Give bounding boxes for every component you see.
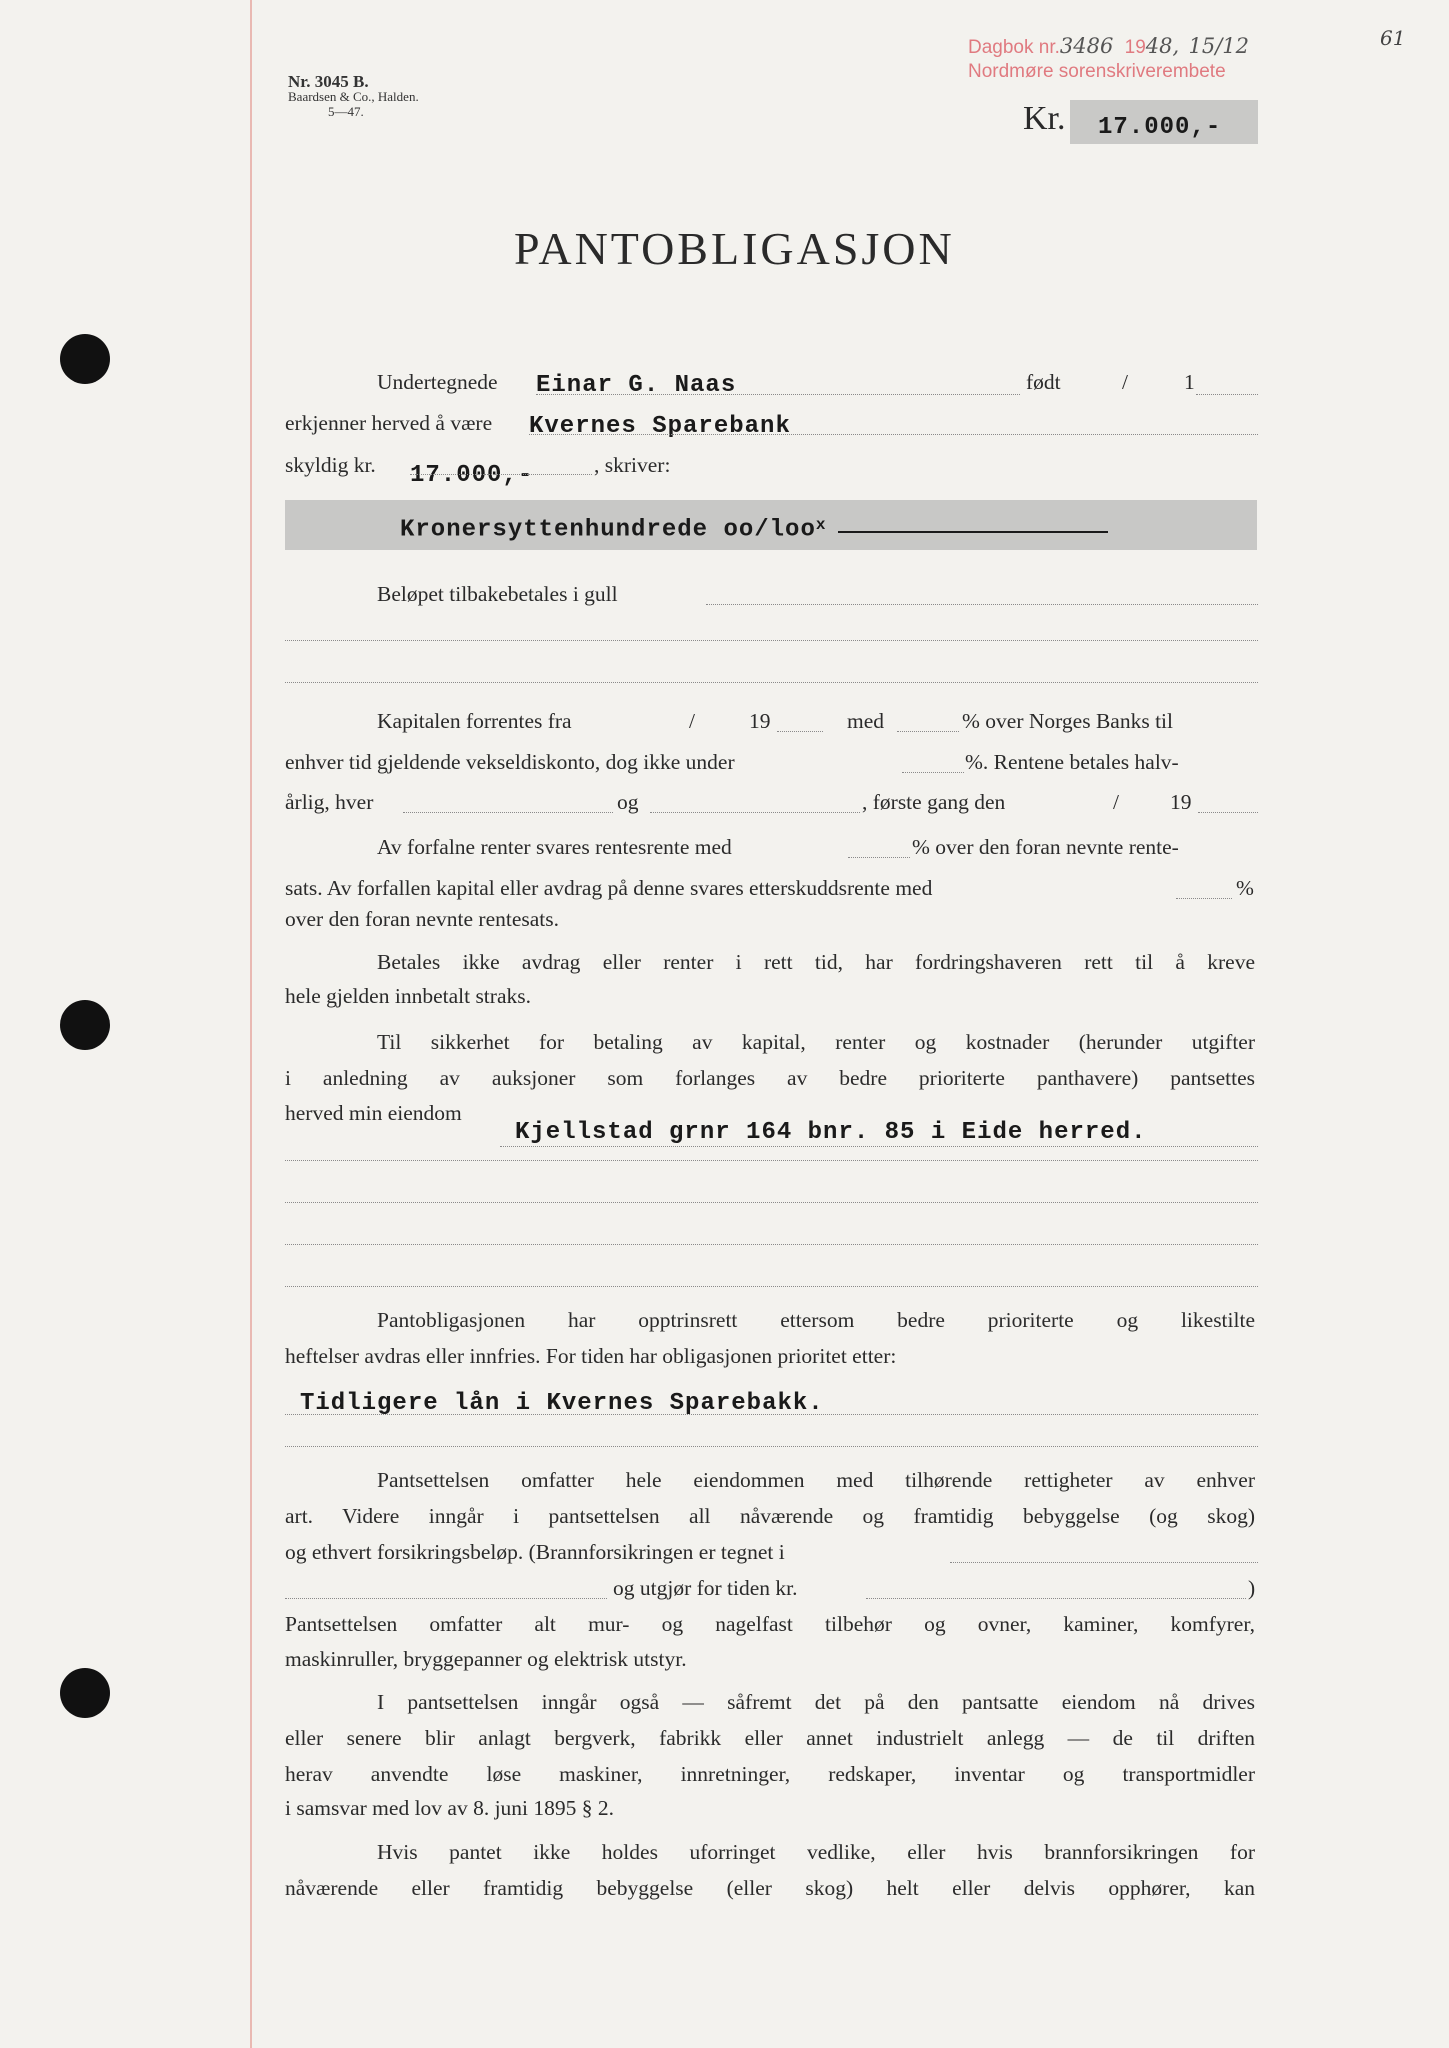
punch-hole-middle [60,1000,110,1050]
insurance-close-paren: ) [1248,1576,1256,1600]
security-clause-line-1: Til sikkerhet for betaling av kapital, renter og kostnader (herunder utgifter [377,1030,1255,1054]
interest-from-year: 19 [749,709,771,733]
scope-clause-line-2: art. Videre inngår i pantsettelsen all nåværende og framtidig bebyggelse (og skog) [285,1504,1255,1528]
late-interest-label: sats. Av forfallen kapital eller avdrag på denne svares etterskuddsrente med [285,876,933,900]
stamp-journal-number: 3486 [1059,34,1114,58]
amount-label: Kr. [1023,100,1066,137]
default-clause-line-2: hele gjelden innbetalt straks. [285,984,531,1008]
interest-halfyear-label: %. Rentene betales halv- [965,750,1179,774]
stamp-journal-label: Dagbok nr. [968,37,1060,58]
penalty-interest-label: Av forfalne renter svares rentesrente med [377,835,732,859]
fixtures-line-2: maskinruller, bryggepanner og elektrisk utstyr. [285,1647,687,1671]
prior-encumbrance: Tidligere lån i Kvernes Sparebakk. [300,1390,824,1417]
debt-amount: 17.000,- [410,462,534,489]
creditor-label: erkjenner herved å være [285,411,493,435]
debtor-dotted-line [536,394,1020,395]
interest-first-label: , første gang den [862,790,1006,814]
form-number: Nr. 3045 B. [288,72,369,91]
blank-line-2 [285,682,1258,683]
interest-from-sep: / [689,709,695,733]
gold-clause-label: Beløpet tilbakebetales i gull [377,582,618,606]
red-margin-line [250,0,252,2048]
interest-rate-dots [897,731,959,732]
stamp-date: 15/12 [1188,34,1249,58]
insurance-company-dots [950,1562,1258,1563]
printer-imprint [288,74,419,119]
industrial-clause-line-3: herav anvendte løse maskiner, innretninger, redskaper, inventar og transportmidler [285,1762,1255,1786]
stamp-year: 48, [1145,34,1180,58]
printer-name: Baardsen & Co., Halden. [288,89,419,104]
gold-dotted-line [706,604,1258,605]
interest-min-dots [902,772,964,773]
insurance-label: og ethvert forsikringsbeløp. (Brannforsikringen er tegnet i [285,1540,785,1564]
maintenance-clause-line-1: Hvis pantet ikke holdes uforringet vedlike, eller hvis brannforsikringen for [377,1840,1255,1864]
interest-with-label: med [847,709,885,733]
property-label: herved min eiendom [285,1101,462,1125]
debtor-name: Einar G. Naas [536,372,737,399]
interest-first-year: 19 [1170,790,1192,814]
priority-clause-line-1: Pantobligasjonen har opptrinsrett ettersom bedre prioriterte og likestilte [377,1308,1255,1332]
default-clause-line-1: Betales ikke avdrag eller renter i rett tid, har fordringshaveren rett til å kreve [377,950,1255,974]
blank-line-6 [285,1286,1258,1287]
born-dotted-line [1196,394,1258,395]
industrial-clause-line-2: eller senere blir anlagt bergverk, fabrikk eller annet industrielt anlegg — de til driften [285,1726,1255,1750]
interest-min-label: enhver tid gjeldende vekseldiskonto, dog ikke under [285,750,735,774]
born-separator: / [1122,370,1128,394]
punch-hole-top [60,334,110,384]
penalty-interest-dots [848,857,910,858]
interest-from-label: Kapitalen forrentes fra [377,709,572,733]
debtor-label: Undertegnede [377,370,498,394]
scope-clause-line-1: Pantsettelsen omfatter hele eiendommen med tilhørende rettigheter av enhver [377,1468,1255,1492]
punch-hole-bottom [60,1668,110,1718]
creditor-name: Kvernes Sparebank [529,413,791,440]
maintenance-clause-line-2: nåværende eller framtidig bebyggelse (eller skog) helt eller delvis opphører, kan [285,1876,1255,1900]
prior-dotted-line [285,1414,1258,1415]
blank-line-4 [285,1202,1258,1203]
debt-suffix: , skriver: [594,453,671,477]
interest-first-sep: / [1113,790,1119,814]
penalty-interest-over: % over den foran nevnte rente- [912,835,1179,859]
priority-clause-line-2: heftelser avdras eller innfries. For tiden har obligasjonen prioritet etter: [285,1344,897,1368]
interest-each-dots [403,812,613,813]
debt-label: skyldig kr. [285,453,376,477]
interest-over-label: % over Norges Banks til [962,709,1173,733]
blank-line-5 [285,1244,1258,1245]
born-label: født [1026,370,1061,394]
stamp-year-prefix: 19 [1124,37,1146,58]
interest-first-dots [1198,812,1258,813]
blank-line-7 [285,1446,1258,1447]
interest-year-dots [777,731,823,732]
property-description: Kjellstad grnr 164 bnr. 85 i Eide herred. [515,1119,1147,1146]
amount-words-row [400,516,1108,543]
stamp-office: Nordmøre sorenskriverembete [968,61,1226,82]
insurance-amount-label: og utgjør for tiden kr. [613,1576,798,1600]
security-clause-line-2: i anledning av auksjoner som forlanges av bedre prioriterte panthavere) pantsettes [285,1066,1255,1090]
industrial-clause-line-4: i samsvar med lov av 8. juni 1895 § 2. [285,1796,615,1820]
page-number: 61 [1380,26,1406,50]
late-interest-dots [1176,898,1232,899]
rate-reference: over den foran nevnte rentesats. [285,907,560,931]
document-title: PANTOBLIGASJON [514,223,955,274]
interest-and-label: og [617,790,639,814]
print-date: 5—47. [328,104,364,119]
amount-words-mark: x [815,516,827,534]
interest-each-label: årlig, hver [285,790,374,814]
fixtures-line-1: Pantsettelsen omfatter alt mur- og nagelfast tilbehør og ovner, kaminer, komfyrer, [285,1612,1255,1636]
insurance-amount-dots [866,1598,1246,1599]
property-dotted-line [500,1146,1258,1147]
blank-line-1 [285,640,1258,641]
registry-stamp [968,34,1249,84]
insurance-continued-dots [285,1598,607,1599]
industrial-clause-line-1: I pantsettelsen inngår også — såfremt det på den pantsatte eiendom nå drives [377,1690,1255,1714]
late-interest-percent: % [1236,876,1254,900]
blank-line-3 [285,1160,1258,1161]
interest-and-dots [650,812,860,813]
creditor-dotted-line [529,434,1258,435]
born-year: 1 [1184,370,1195,394]
amount-in-words: Kronersyttenhundrede oo/loo [400,516,816,544]
debt-dotted-line [410,474,592,475]
amount-words-dash [838,531,1108,533]
amount-value: 17.000,- [1098,114,1222,141]
